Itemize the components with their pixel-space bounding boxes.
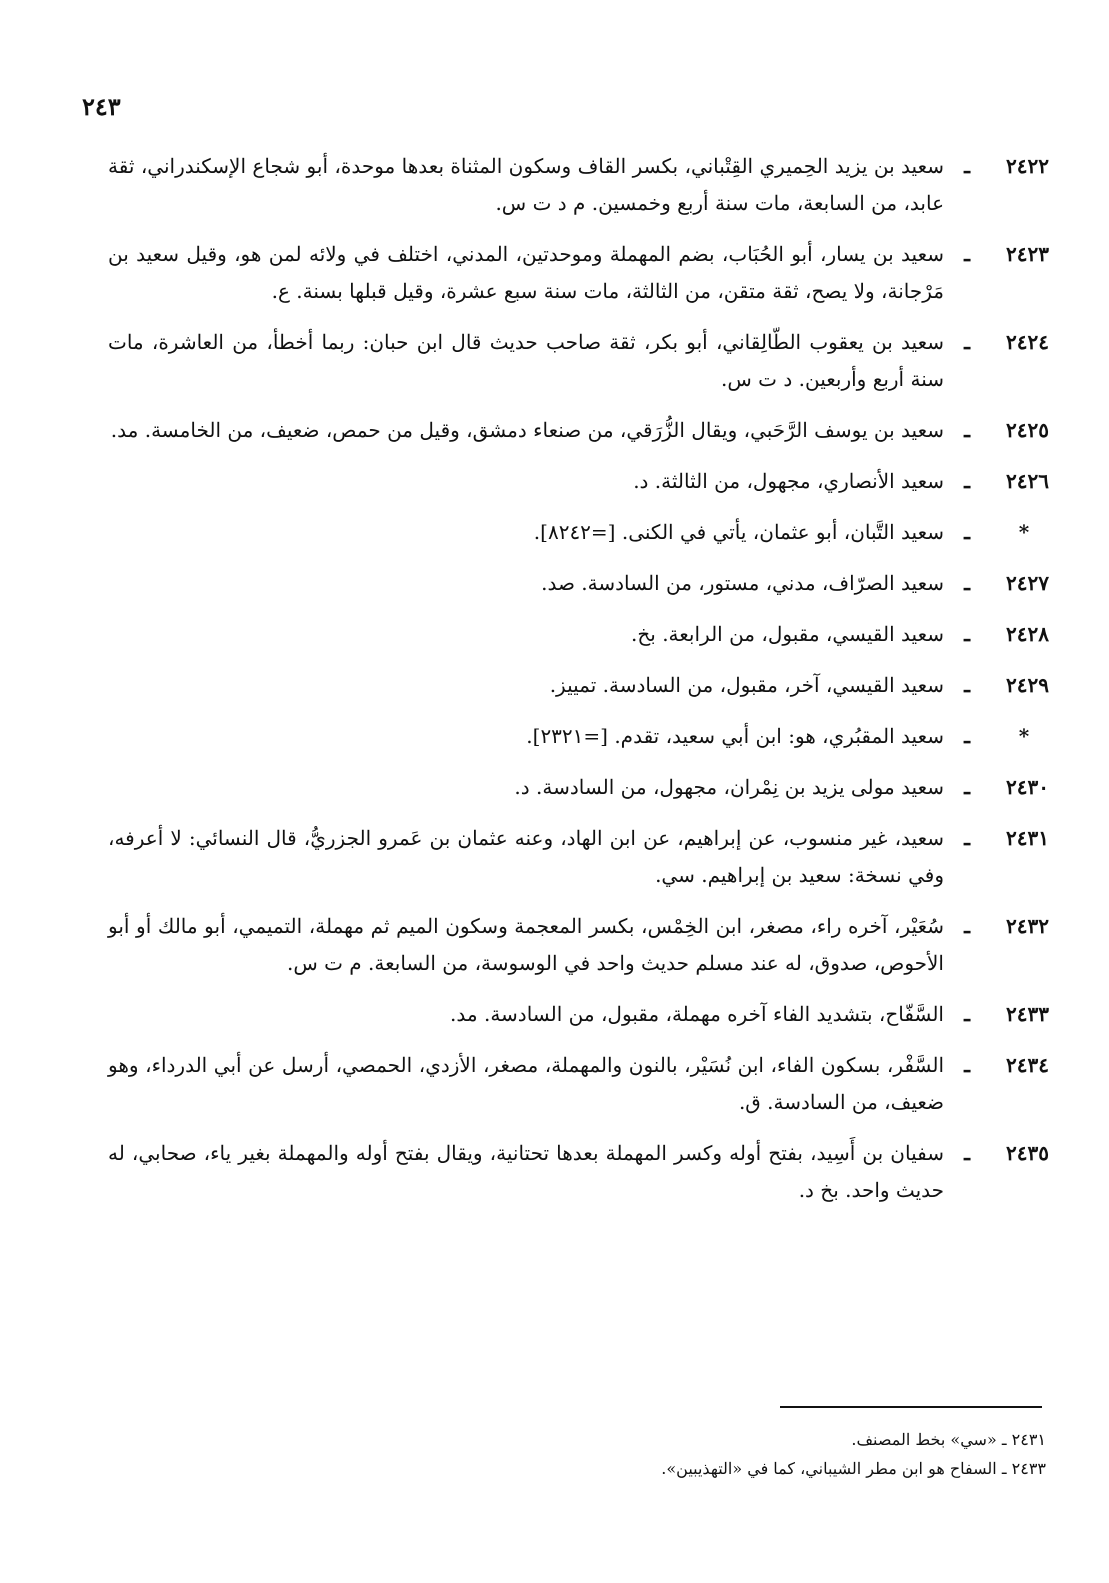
entry-text: سعيد، غير منسوب، عن إبراهيم، عن ابن الهاد، وعنه عثمان بن عَمرو الجزريُّ، قال النسائي: لا أعرفه، وفي نسخة: سعيد بن إبراهيم. سي.: [108, 826, 944, 887]
entry-cross-reference-maqburi: [108, 718, 1049, 755]
entry-number: ٢٤٢٢: [1006, 154, 1049, 178]
entry-text: سعيد مولى يزيد بن نِمْران، مجهول، من السادسة. د.: [514, 775, 944, 799]
footnote-rule: [780, 1406, 1042, 1408]
entry-dash: ـ: [964, 826, 970, 850]
biography-entries: [108, 148, 1049, 1223]
star-marker: *: [1018, 520, 1030, 544]
entry-dash: ـ: [964, 571, 970, 595]
star-marker: *: [1018, 724, 1030, 748]
entry-number: ٢٤٢٧: [1006, 571, 1049, 595]
entry-dash: ـ: [964, 242, 970, 266]
entry-2427: [108, 565, 1049, 602]
footnote-text: السفاح هو ابن مطر الشيباني، كما في «التهذيبين».: [661, 1459, 997, 1478]
footnote-text: «سي» بخط المصنف.: [851, 1430, 997, 1449]
entry-text: سفيان بن أَسِيد، بفتح أوله وكسر المهملة بعدها تحتانية، ويقال بفتح أوله والمهملة بغير ياء، صحابي، له حديث واحد. بخ د.: [108, 1141, 944, 1202]
entry-text: سعيد الأنصاري، مجهول، من الثالثة. د.: [633, 469, 944, 493]
entry-dash: ـ: [964, 775, 970, 799]
entry-text: سُعَيْر، آخره راء، مصغر، ابن الخِمْس، بكسر المعجمة وسكون الميم ثم مهملة، التميمي، أبو مالك أو أبو الأحوص، صدوق، له عند مسلم حديث واحد في الوسوسة، من السابعة. م ت س.: [108, 914, 944, 975]
footnotes: [346, 1425, 1046, 1483]
entry-2430: [108, 769, 1049, 806]
entry-number: ٢٤٢٣: [1006, 242, 1049, 266]
entry-text: سعيد المقبُري، هو: ابن أبي سعيد، تقدم. [=٢٣٢١].: [526, 724, 944, 748]
entry-number: ٢٤٢٦: [1006, 469, 1049, 493]
footnote-dash: ـ: [996, 1459, 1007, 1478]
entry-2432: [108, 908, 1049, 982]
page-number: ٢٤٣: [82, 92, 121, 121]
entry-2433: [108, 996, 1049, 1033]
footnote-2431: [346, 1425, 1046, 1454]
entry-number: ٢٤٣٣: [1006, 1002, 1049, 1026]
entry-text: سعيد القيسي، آخر، مقبول، من السادسة. تمييز.: [549, 673, 944, 697]
entry-dash: ـ: [964, 673, 970, 697]
entry-number: ٢٤٢٤: [1006, 330, 1049, 354]
entry-dash: ـ: [964, 418, 970, 442]
entry-number: ٢٤٣٥: [1006, 1141, 1049, 1165]
entry-dash: ـ: [964, 1002, 970, 1026]
footnote-dash: ـ: [996, 1430, 1007, 1449]
entry-text: السَّفّاح، بتشديد الفاء آخره مهملة، مقبول، من السادسة. مد.: [450, 1002, 944, 1026]
entry-dash: ـ: [964, 724, 970, 748]
entry-text: سعيد بن يوسف الرَّحَبي، ويقال الزُّرَقي، من صنعاء دمشق، وقيل من حمص، ضعيف، من الخامسة. مد.: [110, 418, 944, 442]
entry-2423: [108, 236, 1049, 310]
entry-number: ٢٤٣٤: [1006, 1053, 1049, 1077]
entry-dash: ـ: [964, 1141, 970, 1165]
entry-number: ٢٤٢٥: [1006, 418, 1049, 442]
footnote-2433: [346, 1454, 1046, 1483]
entry-number: ٢٤٣٠: [1006, 775, 1049, 799]
entry-text: السَّفْر، بسكون الفاء، ابن نُسَيْر، بالنون والمهملة، مصغر، الأزدي، الحمصي، أرسل عن أبي الدرداء، وهو ضعيف، من السادسة. ق.: [108, 1053, 944, 1114]
entry-dash: ـ: [964, 330, 970, 354]
entry-2435: [108, 1135, 1049, 1209]
entry-2426: [108, 463, 1049, 500]
entry-text: سعيد بن يعقوب الطّالِقاني، أبو بكر، ثقة صاحب حديث قال ابن حبان: ربما أخطأ، من العاشرة، مات سنة أربع وأربعين. د ت س.: [108, 330, 944, 391]
entry-number: ٢٤٢٨: [1006, 622, 1049, 646]
entry-2428: [108, 616, 1049, 653]
entry-text: سعيد الصرّاف، مدني، مستور، من السادسة. صد.: [541, 571, 944, 595]
entry-2425: [108, 412, 1049, 449]
entry-2431: [108, 820, 1049, 894]
entry-text: سعيد بن يزيد الحِميري القِتْباني، بكسر القاف وسكون المثناة بعدها موحدة، أبو شجاع الإسكندراني، ثقة عابد، من السابعة، مات سنة أربع وخمسين. م د ت س.: [108, 154, 944, 215]
entry-dash: ـ: [964, 1053, 970, 1077]
entry-text: سعيد بن يسار، أبو الحُبَاب، بضم المهملة وموحدتين، المدني، اختلف في ولائه لمن هو، وقيل سعيد بن مَرْجانة، ولا يصح، ثقة متقن، من الثالثة، مات سنة سبع عشرة، وقيل قبلها بسنة. ع.: [108, 242, 944, 303]
entry-dash: ـ: [964, 622, 970, 646]
entry-number: ٢٤٣٢: [1006, 914, 1049, 938]
footnote-number: ٢٤٣١: [1011, 1430, 1046, 1449]
entry-number: ٢٤٢٩: [1006, 673, 1049, 697]
entry-dash: ـ: [964, 914, 970, 938]
entry-number: ٢٤٣١: [1006, 826, 1049, 850]
entry-dash: ـ: [964, 520, 970, 544]
entry-dash: ـ: [964, 469, 970, 493]
entry-text: سعيد القيسي، مقبول، من الرابعة. بخ.: [631, 622, 944, 646]
entry-text: سعيد التَّبان، أبو عثمان، يأتي في الكنى. [=٨٢٤٢].: [533, 520, 944, 544]
entry-2434: [108, 1047, 1049, 1121]
entry-2429: [108, 667, 1049, 704]
entry-dash: ـ: [964, 154, 970, 178]
entry-cross-reference-tabban: [108, 514, 1049, 551]
entry-2424: [108, 324, 1049, 398]
entry-2422: [108, 148, 1049, 222]
footnote-number: ٢٤٣٣: [1011, 1459, 1046, 1478]
